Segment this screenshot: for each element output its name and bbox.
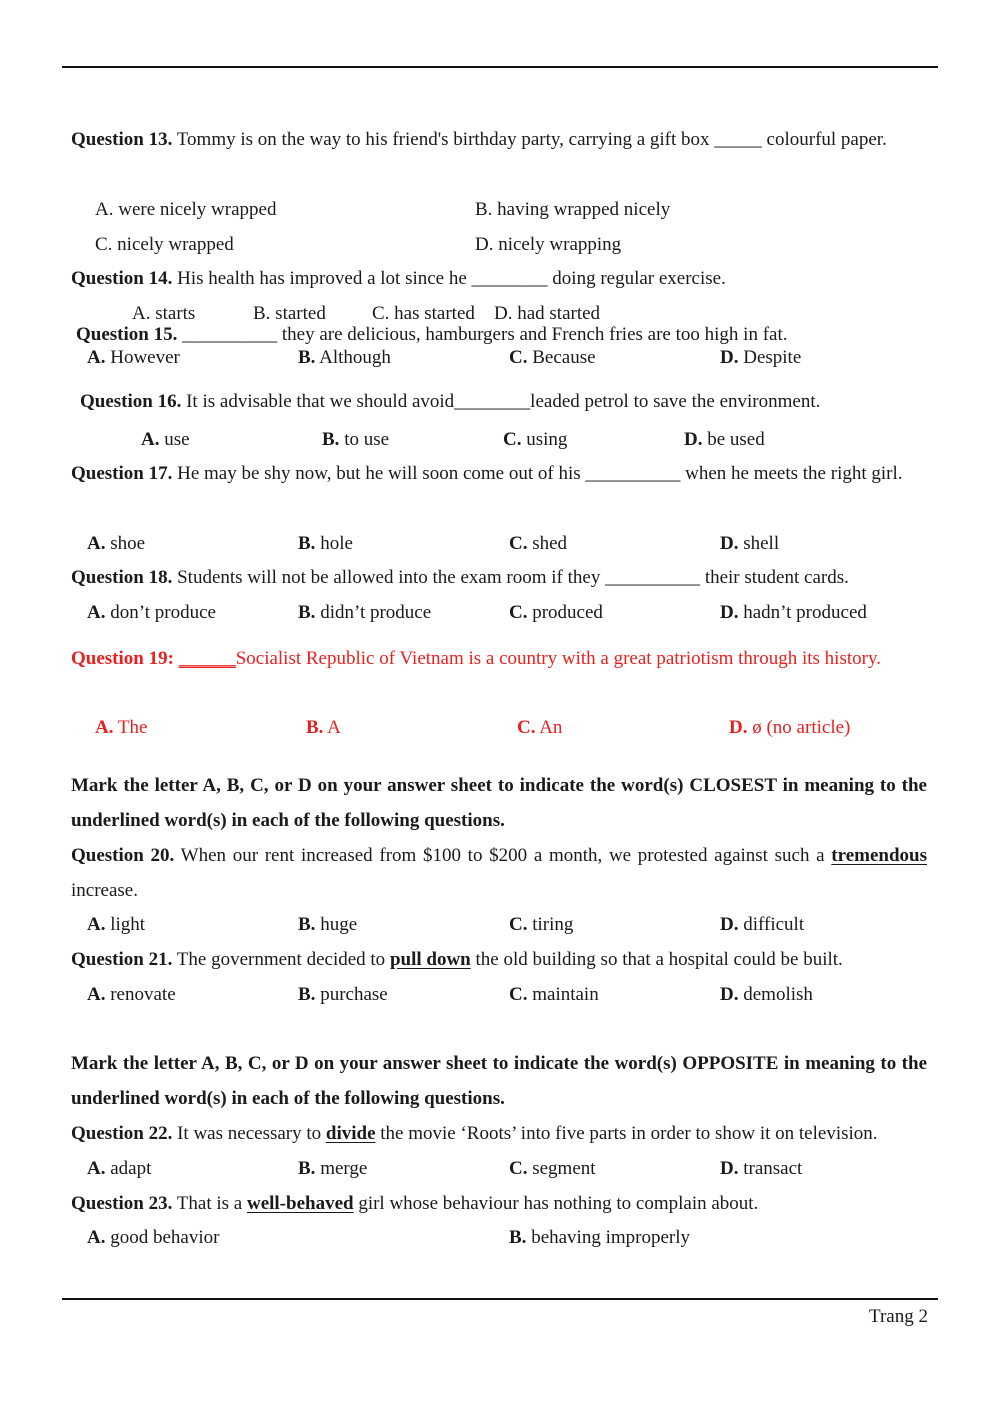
q21-option-d[interactable]: D. demolish	[720, 984, 813, 1005]
question-15	[76, 323, 787, 347]
question-label: Question 13.	[71, 129, 173, 150]
q21-options	[0, 983, 1000, 1007]
q15-option-d[interactable]: D. Despite	[720, 347, 802, 368]
q20-option-b[interactable]: B. huge	[298, 914, 358, 935]
q16-option-b[interactable]: B. to use	[322, 429, 390, 450]
page-number: Trang 2	[869, 1306, 928, 1327]
q17-options	[0, 532, 1000, 556]
q13-option-a[interactable]: A. were nicely wrapped	[95, 199, 277, 220]
question-text: It was necessary to	[177, 1123, 322, 1144]
question-text-after: the movie ‘Roots’ into five parts in order to show it on television.	[380, 1123, 878, 1144]
question-label: Question 17.	[71, 463, 173, 484]
question-text: Socialist Republic of Vietnam is a country with a great patriotism through its history.	[235, 648, 881, 669]
q15-option-a[interactable]: A. However	[87, 347, 180, 368]
question-18	[71, 566, 849, 590]
question-text-after: leaded petrol to save the environment.	[530, 391, 821, 412]
instruction-opposite: Mark the letter A, B, C, or D on your answer sheet to indicate the word(s) OPPOSITE in meaning to the underlined word(s) in each of the following questions.	[71, 1053, 927, 1109]
q15-option-b[interactable]: B. Although	[298, 347, 391, 368]
question-label: Question 20.	[71, 845, 175, 866]
q19-option-b[interactable]: B. A	[306, 717, 341, 738]
q16-options	[0, 428, 1000, 452]
question-label: Question 21.	[71, 949, 173, 970]
question-text: When our rent increased from $100 to $200 a month, we protested against such a	[180, 845, 825, 866]
question-16	[80, 390, 820, 414]
question-text: He may be shy now, but he will soon come out of his __________ when he meets the right girl.	[177, 463, 903, 484]
question-14	[71, 267, 726, 291]
question-label: Question 15.	[76, 324, 178, 345]
q20-options	[0, 913, 1000, 937]
question-21	[71, 948, 843, 972]
q14-option-b[interactable]: B. started	[253, 303, 326, 324]
q15-option-c[interactable]: C. Because	[509, 347, 596, 368]
q17-option-a[interactable]: A. shoe	[87, 533, 146, 554]
q13-option-c[interactable]: C. nicely wrapped	[95, 234, 234, 255]
question-text: __________ they are delicious, hamburgers and French fries are too high in fat.	[182, 324, 788, 345]
q13-option-b[interactable]: B. having wrapped nicely	[475, 199, 671, 220]
question-text-after: increase.	[71, 880, 138, 901]
question-13	[71, 122, 927, 157]
q20-option-d[interactable]: D. difficult	[720, 914, 805, 935]
answer-blank: ______	[178, 648, 236, 669]
q23-options	[0, 1226, 1000, 1250]
q17-option-d[interactable]: D. shell	[720, 533, 780, 554]
q16-option-d[interactable]: D. be used	[684, 429, 765, 450]
q13-option-d[interactable]: D. nicely wrapping	[475, 234, 622, 255]
underlined-word: divide	[325, 1123, 376, 1144]
q18-option-a[interactable]: A. don’t produce	[87, 602, 216, 623]
question-text: His health has improved a lot since he ________ doing regular exercise.	[177, 268, 726, 289]
underlined-word: pull down	[389, 949, 471, 970]
question-text: It is advisable that we should avoid	[186, 391, 455, 412]
q22-options	[0, 1157, 1000, 1181]
q17-option-c[interactable]: C. shed	[509, 533, 568, 554]
underlined-word: well-behaved	[246, 1193, 354, 1214]
q22-option-b[interactable]: B. merge	[298, 1158, 368, 1179]
q22-option-c[interactable]: C. segment	[509, 1158, 596, 1179]
question-label: Question 22.	[71, 1123, 173, 1144]
question-text: Tommy is on the way to his friend's birthday party, carrying a gift box _____ colourful paper.	[176, 129, 887, 150]
q22-option-a[interactable]: A. adapt	[87, 1158, 152, 1179]
question-text-after: girl whose behaviour has nothing to complain about.	[358, 1193, 759, 1214]
question-label: Question 14.	[71, 268, 173, 289]
answer-blank: ________	[454, 391, 531, 412]
q21-option-a[interactable]: A. renovate	[87, 984, 176, 1005]
q17-option-b[interactable]: B. hole	[298, 533, 353, 554]
instruction-closest: Mark the letter A, B, C, or D on your answer sheet to indicate the word(s) CLOSEST in meaning to the underlined word(s) in each of the following questions.	[71, 775, 927, 831]
q14-option-c[interactable]: C. has started	[372, 303, 475, 324]
q18-option-d[interactable]: D. hadn’t produced	[720, 602, 867, 623]
q18-option-b[interactable]: B. didn’t produce	[298, 602, 432, 623]
q19-options	[0, 716, 1000, 740]
underlined-word: tremendous	[831, 845, 928, 866]
q14-option-a[interactable]: A. starts	[132, 303, 196, 324]
question-label: Question 23.	[71, 1193, 173, 1214]
q19-option-c[interactable]: C. An	[517, 717, 563, 738]
q20-option-a[interactable]: A. light	[87, 914, 146, 935]
q21-option-b[interactable]: B. purchase	[298, 984, 388, 1005]
question-label: Question 19:	[71, 648, 174, 669]
q23-option-b[interactable]: B. behaving improperly	[509, 1227, 691, 1248]
q23-option-a[interactable]: A. good behavior	[87, 1227, 220, 1248]
question-label: Question 18.	[71, 567, 173, 588]
q16-option-a[interactable]: A. use	[141, 429, 190, 450]
q22-option-d[interactable]: D. transact	[720, 1158, 803, 1179]
q19-option-a[interactable]: A. The	[95, 717, 148, 738]
question-17	[71, 456, 927, 491]
q18-option-c[interactable]: C. produced	[509, 602, 603, 623]
footer-rule	[62, 1298, 938, 1300]
header-rule	[62, 66, 938, 68]
question-text: The government decided to	[176, 949, 386, 970]
q16-option-c[interactable]: C. using	[503, 429, 568, 450]
question-text: That is a	[176, 1193, 243, 1214]
q21-option-c[interactable]: C. maintain	[509, 984, 599, 1005]
question-label: Question 16.	[80, 391, 182, 412]
question-text-after: the old building so that a hospital could be built.	[475, 949, 843, 970]
q20-option-c[interactable]: C. tiring	[509, 914, 574, 935]
q15-options	[0, 346, 1000, 370]
question-23	[71, 1192, 758, 1216]
question-19	[71, 641, 927, 676]
q19-option-d[interactable]: D. ø (no article)	[729, 717, 851, 738]
q18-options	[0, 601, 1000, 625]
question-20	[71, 838, 927, 908]
question-22	[71, 1122, 878, 1146]
q14-option-d[interactable]: D. had started	[494, 303, 601, 324]
question-text: Students will not be allowed into the exam room if they __________ their student cards.	[177, 567, 849, 588]
